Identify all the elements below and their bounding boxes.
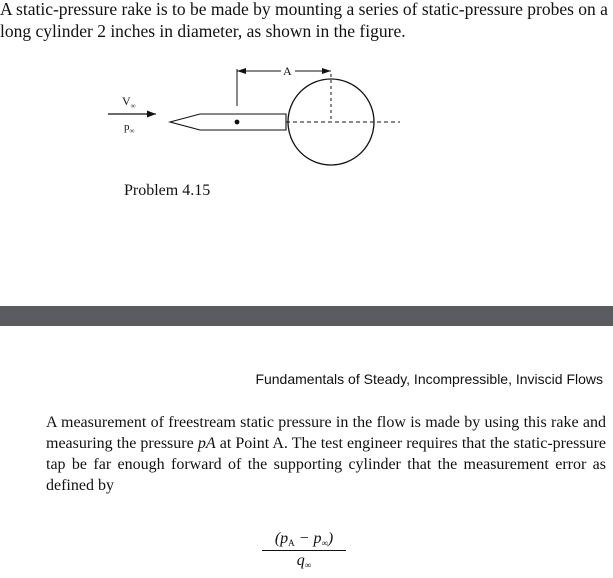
body-paragraph: [46, 412, 606, 496]
page-divider: [0, 306, 613, 326]
v-inf-label: $V_\infty$: [122, 94, 136, 110]
dimension-arrow-left: [237, 68, 246, 74]
formula-denominator: $q_\infty$: [296, 552, 312, 570]
flow-arrowhead: [147, 111, 156, 118]
chapter-title: Fundamentals of Steady, Incompressible, Inviscid Flows: [255, 371, 603, 387]
fraction-bar: [262, 550, 346, 551]
body-text-1: A measurement of freestream static pressure in the flow is made by using this rake and measuring the pressure: [46, 414, 606, 452]
problem-text: A static-pressure rake is to be made by mounting a series of static-pressure probes on a long cylinder 2 inches in diameter, as shown in the figure.: [0, 0, 608, 41]
figure-caption: Problem 4.15: [124, 182, 211, 199]
formula-numerator: $(p_A - p_\infty)$: [274, 530, 334, 548]
pressure-pa: pA: [197, 435, 216, 452]
rake-figure: [100, 56, 420, 176]
rake-diagram: [100, 56, 420, 176]
p-inf-label: $p_\infty$: [124, 121, 135, 135]
body-text-2: at Point A. The test engineer requires that the static-pressure tap be far enough forward of the supporting cylinder that the measurement error as defined by: [46, 435, 606, 494]
dimension-a-label: A: [283, 64, 292, 78]
error-formula: [258, 530, 350, 578]
dimension-arrow-right: [322, 68, 331, 74]
point-a-dot: [235, 120, 240, 125]
probe: [170, 114, 286, 130]
